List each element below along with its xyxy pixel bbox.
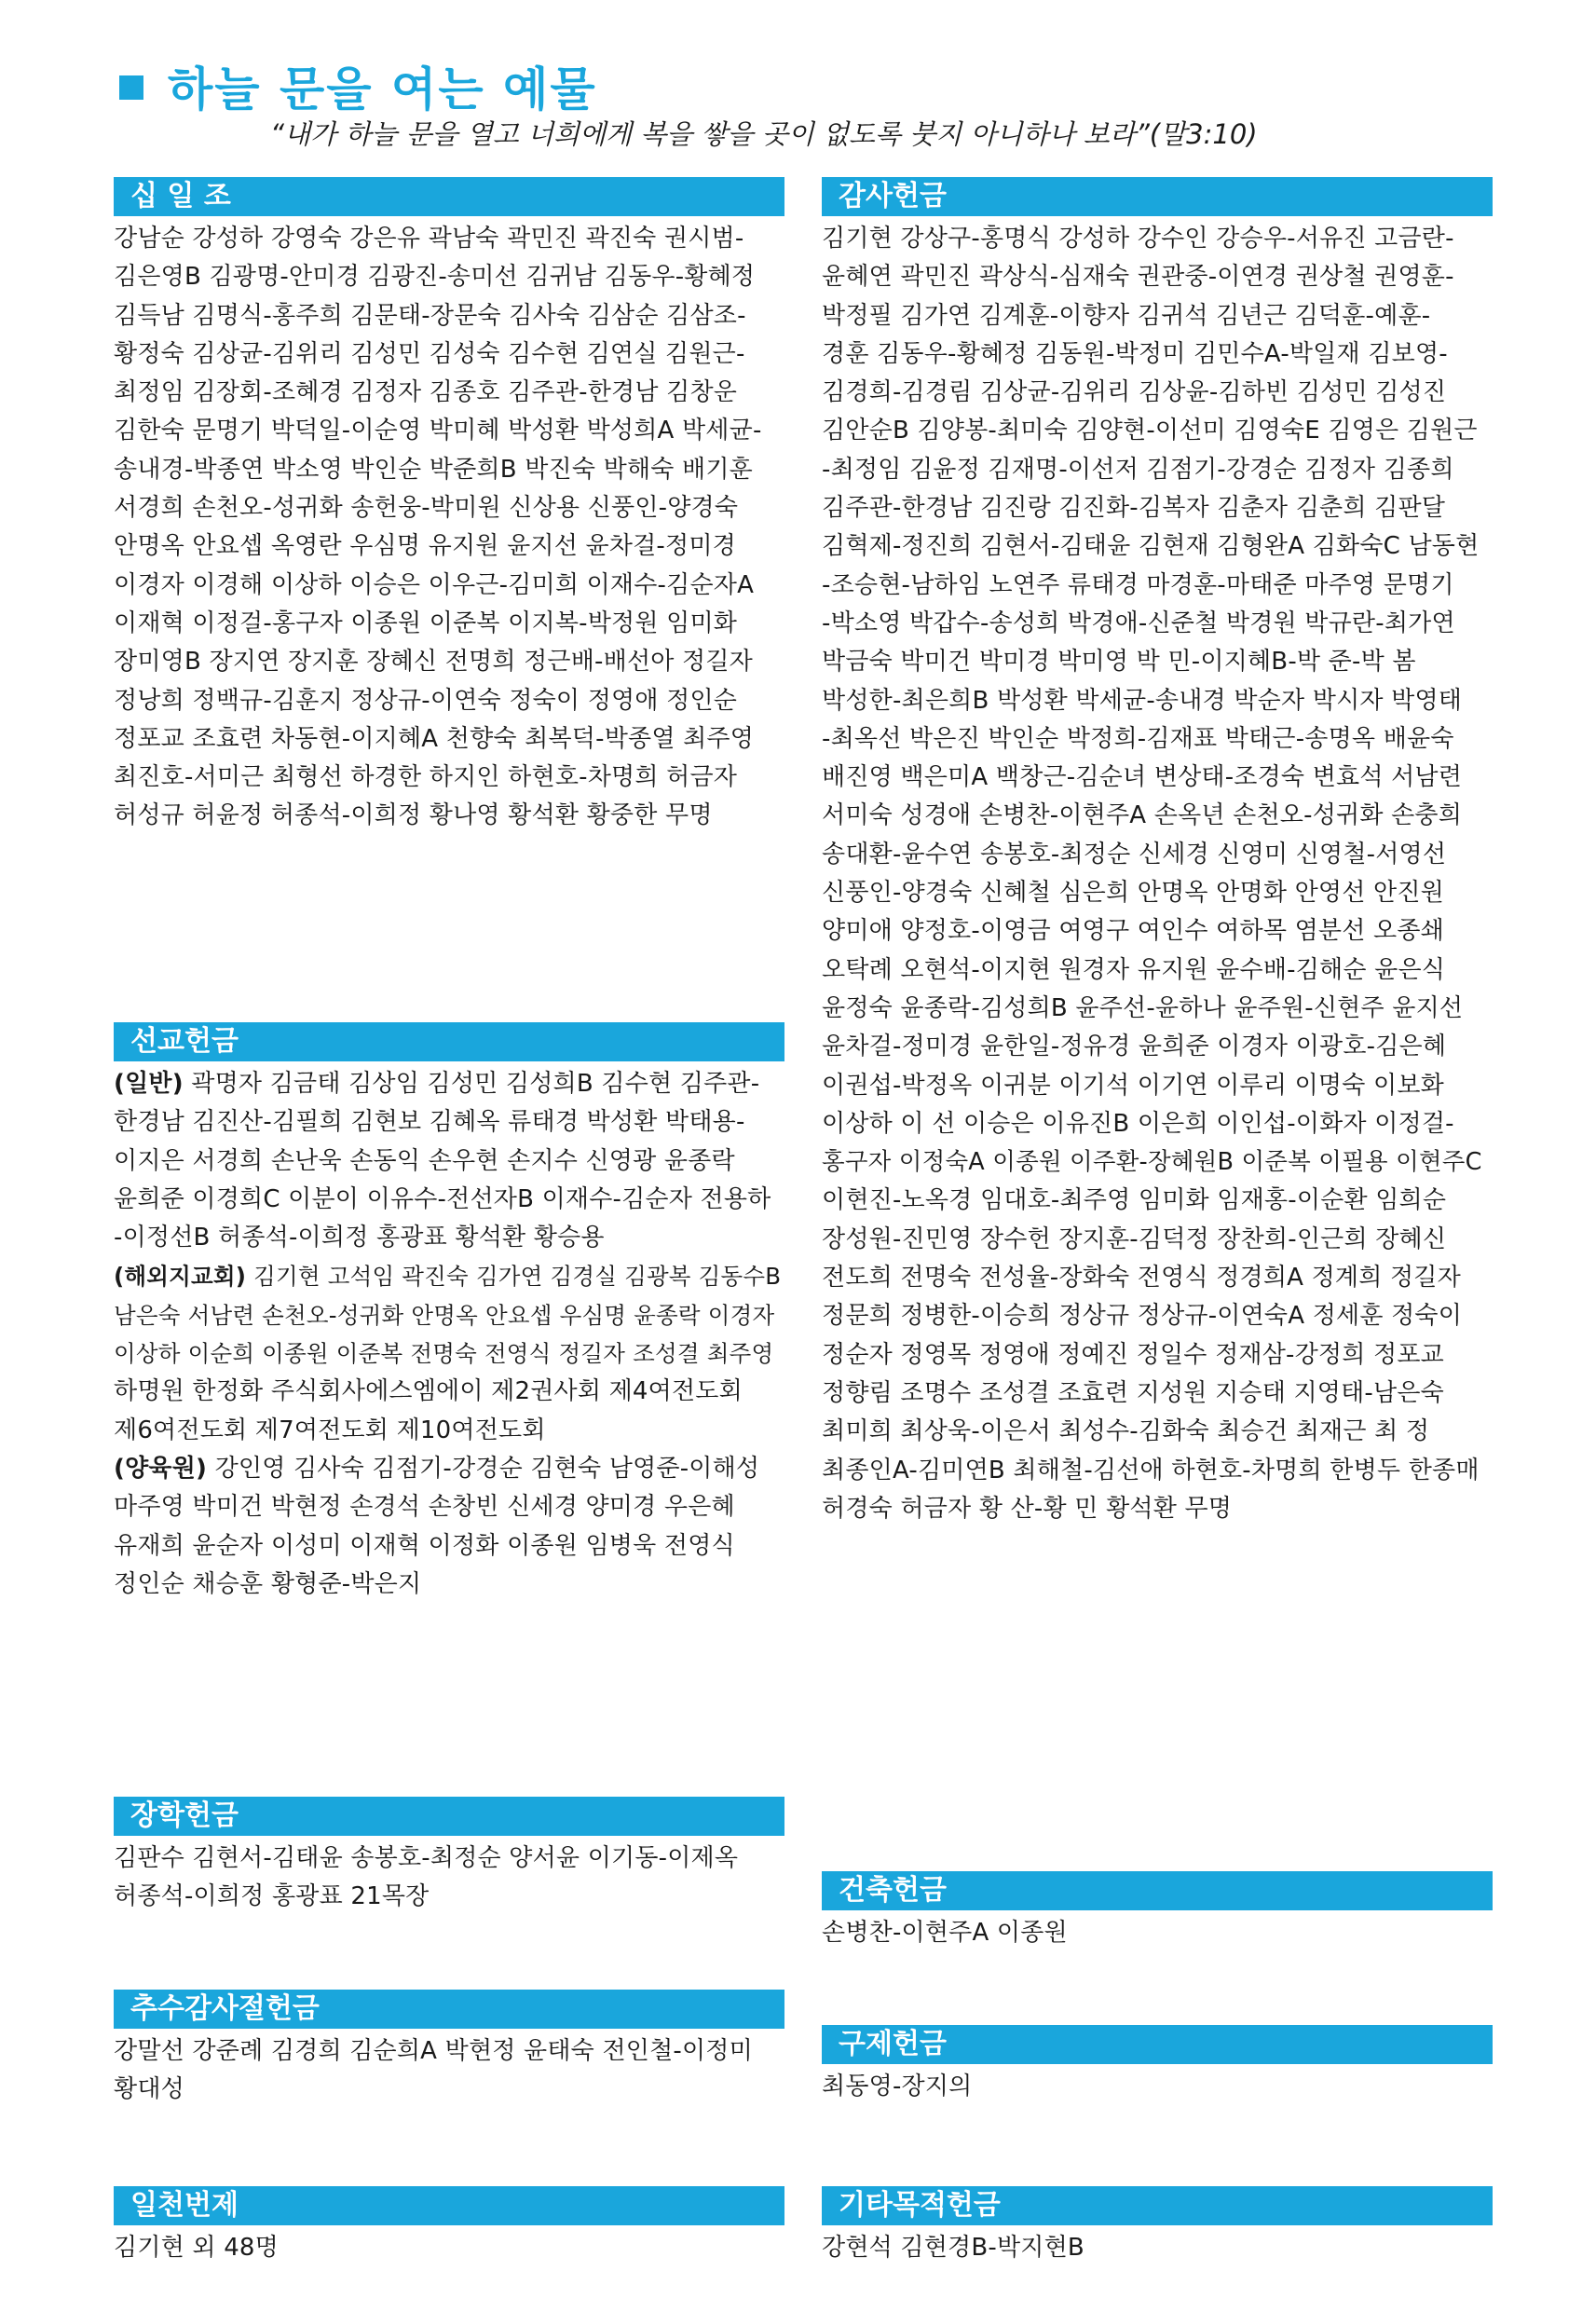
donor-line: 김기현 외 48명 xyxy=(114,2234,279,2262)
donor-line: 윤혜연 곽민진 곽상식-심재숙 권관중-이연경 권상철 권영훈- xyxy=(822,263,1454,292)
donor-line: 김주관-한경남 김진랑 김진화-김복자 김춘자 김춘희 김판달 xyxy=(822,494,1446,523)
donor-line: 정문희 정병한-이승희 정상규 정상규-이연숙A 정세훈 정숙이 xyxy=(822,1302,1463,1331)
section-header xyxy=(114,2186,784,2225)
donor-line: 정향림 조명수 조성결 조효련 지성원 지승태 지영태-남은숙 xyxy=(822,1378,1444,1407)
donor-line: -이정선B 허종석-이희정 홍광표 황석환 황승용 xyxy=(114,1224,605,1252)
bible-verse: “내가 하늘 문을 열고 너희에게 복을 쌓을 곳이 없도록 붓지 아니하나 보라”(말3:10) xyxy=(270,118,1258,150)
donor-list xyxy=(114,1836,784,1917)
donor-line: 윤정숙 윤종락-김성희B 윤주선-윤하나 윤주원-신현주 윤지선 xyxy=(822,993,1464,1022)
section-title: 구제헌금 xyxy=(839,2028,947,2060)
section-tithe xyxy=(114,177,784,836)
donor-list xyxy=(822,216,1493,1528)
donor-line: -최옥선 박은진 박인순 박정희-김재표 박태근-송명옥 배윤숙 xyxy=(822,724,1454,753)
donor-line: 이현진-노옥경 임대호-최주영 임미화 임재홍-이순환 임희순 xyxy=(822,1186,1447,1215)
section-mission xyxy=(114,1022,784,1604)
donor-line: 한경남 김진산-김필희 김현보 김혜옥 류태경 박성환 박태용- xyxy=(114,1108,745,1137)
donor-line: 배진영 백은미A 백창근-김순녀 변상태-조경숙 변효석 서남련 xyxy=(822,763,1463,792)
title-square-icon xyxy=(119,75,143,100)
donor-line: 유재희 윤순자 이성미 이재혁 이정화 이종원 임병욱 전영식 xyxy=(114,1531,735,1560)
section-header xyxy=(114,1022,784,1061)
donor-line: 이상하 이 선 이승은 이유진B 이은희 이인섭-이화자 이정걸- xyxy=(822,1109,1454,1138)
donor-line: 김기현 강상구-홍명식 강성하 강수인 강승우-서유진 고금란- xyxy=(822,225,1454,253)
donor-line xyxy=(114,1065,784,1103)
section-header xyxy=(114,1990,784,2029)
donor-list xyxy=(114,216,784,836)
section-title: 추수감사절헌금 xyxy=(130,1992,320,2025)
donor-line: 김안순B 김양봉-최미숙 김양현-이선미 김영숙E 김영은 김원근 xyxy=(822,417,1478,445)
donor-line: 이권섭-박정옥 이귀분 이기석 이기연 이루리 이명숙 이보화 xyxy=(822,1071,1444,1100)
donor-line: 김판수 김현서-김태윤 송봉호-최정순 양서윤 이기동-이제옥 xyxy=(114,1844,739,1872)
donor-line: 허종석-이희정 홍광표 21목장 xyxy=(114,1882,430,1911)
donor-line: -최정임 김윤정 김재명-이선저 김점기-강경순 김정자 김종희 xyxy=(822,455,1454,484)
donor-line: 최종인A-김미연B 최해철-김선애 하현호-차명희 한병두 한종매 xyxy=(822,1456,1480,1484)
donor-line: 이상하 이순희 이종원 이준복 전명숙 전영식 정길자 조성결 최주영 xyxy=(114,1340,774,1368)
section-title: 선교헌금 xyxy=(130,1025,239,1058)
section-harvest xyxy=(114,1990,784,2110)
donor-line xyxy=(114,1257,784,1295)
donor-line: 안명옥 안요셉 옥영란 우심명 유지원 윤지선 윤차걸-정미경 xyxy=(114,532,736,561)
donor-line: 김은영B 김광명-안미경 김광진-송미선 김귀남 김동우-황혜정 xyxy=(114,263,756,292)
donor-line: 박성한-최은희B 박성환 박세균-송내경 박순자 박시자 박영태 xyxy=(822,686,1463,715)
donor-line: 김한숙 문명기 박덕일-이순영 박미혜 박성환 박성희A 박세균- xyxy=(114,417,762,445)
donor-line: 이경자 이경해 이상하 이승은 이우근-김미희 이재수-김순자A xyxy=(114,570,755,599)
donor-line: 전도희 전명숙 전성율-장화숙 전영식 정경희A 정계희 정길자 xyxy=(822,1264,1461,1293)
donor-line: 정낭희 정백규-김훈지 정상규-이연숙 정숙이 정영애 정인순 xyxy=(114,686,738,715)
donor-line: 서미숙 성경애 손병찬-이현주A 손옥년 손천오-성귀화 손충희 xyxy=(822,801,1463,830)
section-scholarship xyxy=(114,1797,784,1917)
donor-line: 하명원 한정화 주식회사에스엠에이 제2권사회 제4여전도회 xyxy=(114,1377,743,1406)
section-header xyxy=(822,2025,1493,2064)
donor-line: 강현석 김현경B-박지현B xyxy=(822,2234,1084,2262)
section-building xyxy=(822,1871,1493,1952)
donor-line: 송내경-박종연 박소영 박인순 박준희B 박진숙 박해숙 배기훈 xyxy=(114,455,753,484)
donor-line: 박정필 김가연 김계훈-이향자 김귀석 김년근 김덕훈-예훈- xyxy=(822,301,1431,330)
donor-line: 마주영 박미건 박현정 손경석 손창빈 신세경 양미경 우은혜 xyxy=(114,1493,735,1522)
donor-line: 정인순 채승훈 황형준-박은지 xyxy=(114,1569,422,1598)
section-thanks xyxy=(822,177,1493,1528)
donor-line: 정포교 조효련 차동현-이지혜A 천향숙 최복덕-박종열 최주영 xyxy=(114,724,755,753)
donor-line: 허경숙 허금자 황 산-황 민 황석환 무명 xyxy=(822,1494,1233,1523)
donor-line: 윤희준 이경희C 이분이 이유수-전선자B 이재수-김순자 전용하 xyxy=(114,1184,771,1213)
donor-line: -조승현-남하임 노연주 류태경 마경훈-마태준 마주영 문명기 xyxy=(822,570,1454,599)
section-header xyxy=(822,1871,1493,1910)
page-header xyxy=(119,58,597,114)
section-title: 일천번제 xyxy=(130,2189,239,2222)
donor-line: 경훈 김동우-황혜정 김동원-박정미 김민수A-박일재 김보영- xyxy=(822,339,1448,368)
section-header xyxy=(114,1797,784,1836)
donor-line: 최정임 김장회-조혜경 김정자 김종호 김주관-한경남 김창운 xyxy=(114,378,738,407)
donor-line: 박금숙 박미건 박미경 박미영 박 민-이지혜B-박 준-박 봄 xyxy=(822,648,1416,677)
donor-line: 강남순 강성하 강영숙 강은유 곽남숙 곽민진 곽진숙 권시범- xyxy=(114,225,744,253)
section-title: 감사헌금 xyxy=(839,180,947,212)
donor-line: 김혁제-정진희 김현서-김태윤 김현재 김형완A 김화숙C 남동현 xyxy=(822,532,1480,561)
donor-names: 곽명자 김금태 김상임 김성민 김성희B 김수현 김주관- xyxy=(183,1070,760,1098)
donor-list xyxy=(114,2225,784,2267)
section-title: 장학헌금 xyxy=(130,1799,239,1832)
section-title: 건축헌금 xyxy=(839,1874,947,1907)
donor-line: 장성원-진민영 장수헌 장지훈-김덕정 장찬희-인근희 장혜신 xyxy=(822,1224,1447,1253)
donor-list xyxy=(114,1061,784,1604)
donor-line: 최동영-장지의 xyxy=(822,2073,973,2100)
donor-line: 양미애 양정호-이영금 여영구 여인수 여하목 염분선 오종쇄 xyxy=(822,917,1444,946)
donor-line: 황정숙 김상균-김위리 김성민 김성숙 김수현 김연실 김원근- xyxy=(114,339,745,368)
section-relief xyxy=(822,2025,1493,2106)
section-title: 기타목적헌금 xyxy=(839,2189,1001,2222)
group-label: (양육원) xyxy=(114,1454,208,1483)
donor-line: 남은숙 서남련 손천오-성귀화 안명옥 안요셉 우심명 윤종락 이경자 xyxy=(114,1301,775,1329)
donor-line: 홍구자 이정숙A 이종원 이주환-장혜원B 이준복 이필용 이현주C xyxy=(822,1148,1482,1177)
page-title: 하늘 문을 여는 예물 xyxy=(168,62,597,116)
donor-line xyxy=(114,1450,784,1488)
section-header xyxy=(114,177,784,216)
donor-line: -박소영 박갑수-송성희 박경애-신준철 박경원 박규란-최가연 xyxy=(822,609,1455,637)
donor-line: 김경희-김경림 김상균-김위리 김상윤-김하빈 김성민 김성진 xyxy=(822,378,1447,407)
donor-line: 이지은 서경희 손난욱 손동익 손우현 손지수 신영광 윤종락 xyxy=(114,1146,735,1175)
donor-line: 황대성 xyxy=(114,2075,184,2104)
section-header xyxy=(822,2186,1493,2225)
donor-list xyxy=(822,1910,1493,1952)
section-other xyxy=(822,2186,1493,2267)
donor-list xyxy=(822,2064,1493,2106)
donor-names: 김기현 고석임 곽진숙 김가연 김경실 김광복 김동수B xyxy=(246,1263,782,1291)
donor-line: 손병찬-이현주A 이종원 xyxy=(822,1919,1068,1947)
group-label: (일반) xyxy=(114,1070,184,1098)
section-thousand-offering xyxy=(114,2186,784,2267)
donor-line: 강말선 강준례 김경희 김순희A 박현정 윤태숙 전인철-이정미 xyxy=(114,2037,753,2065)
donor-line: 장미영B 장지연 장지훈 장혜신 전명희 정근배-배선아 정길자 xyxy=(114,648,753,677)
donor-line: 제6여전도회 제7여전도회 제10여전도회 xyxy=(114,1416,546,1444)
donor-line: 정순자 정영목 정영애 정예진 정일수 정재삼-강정희 정포교 xyxy=(822,1340,1444,1369)
donor-line: 서경희 손천오-성귀화 송헌웅-박미원 신상용 신풍인-양경숙 xyxy=(114,494,739,523)
donor-line: 신풍인-양경숙 신혜철 심은희 안명옥 안명화 안영선 안진원 xyxy=(822,879,1444,908)
donor-names: 강인영 김사숙 김점기-강경순 김현숙 남영준-이해성 xyxy=(207,1454,760,1483)
section-title: 십 일 조 xyxy=(130,180,231,212)
donor-line: 오탁례 오현석-이지현 원경자 유지원 윤수배-김해순 윤은식 xyxy=(822,955,1446,984)
donor-line: 최미희 최상욱-이은서 최성수-김화숙 최승건 최재근 최 정 xyxy=(822,1417,1430,1446)
donor-line: 최진호-서미근 최형선 하경한 하지인 하현호-차명희 허금자 xyxy=(114,763,738,792)
donor-line: 허성규 허윤정 허종석-이희정 황나영 황석환 황중한 무명 xyxy=(114,801,713,830)
donor-line: 김득남 김명식-홍주희 김문태-장문숙 김사숙 김삼순 김삼조- xyxy=(114,301,746,330)
donor-line: 송대환-윤수연 송봉호-최정순 신세경 신영미 신영철-서영선 xyxy=(822,840,1447,869)
donor-line: 이재혁 이정걸-홍구자 이종원 이준복 이지복-박정원 임미화 xyxy=(114,609,738,637)
donor-line: 윤차걸-정미경 윤한일-정유경 윤희준 이경자 이광호-김은혜 xyxy=(822,1033,1447,1061)
donor-list xyxy=(114,2029,784,2110)
section-header xyxy=(822,177,1493,216)
group-label: (해외지교회) xyxy=(114,1263,247,1291)
donor-list xyxy=(822,2225,1493,2267)
